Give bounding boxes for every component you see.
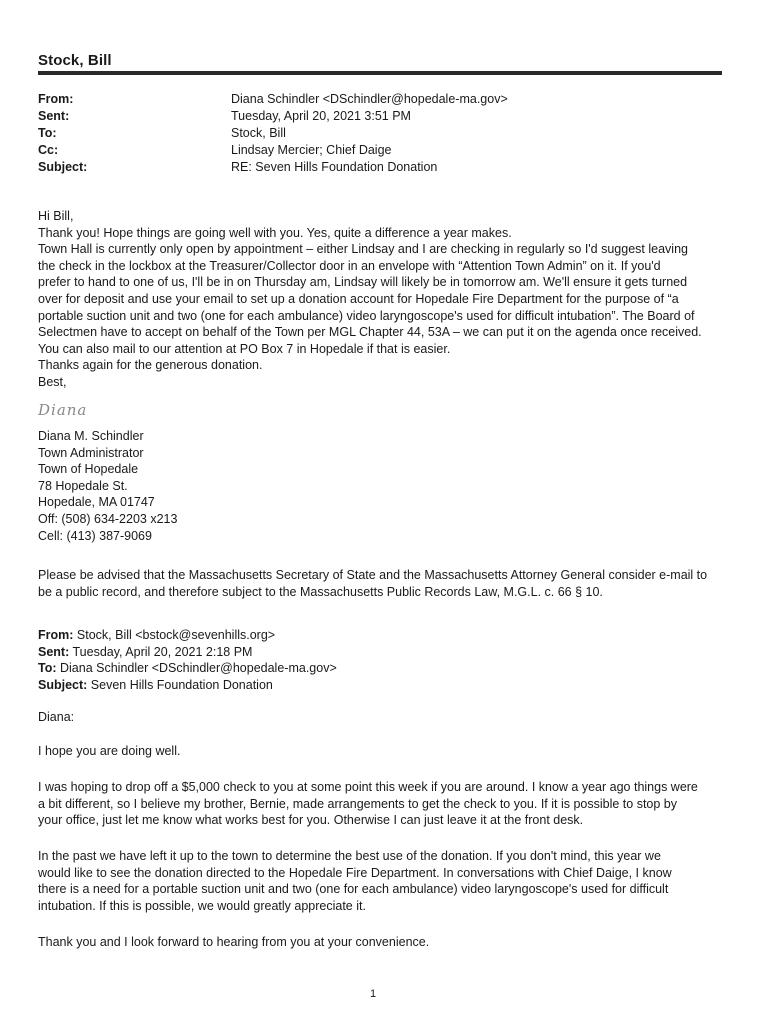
reply-line: Best, [38,374,67,389]
reply-line: You can also mail to our attention at PO Box 7 in Hopedale if that is easier. [38,341,451,356]
original-from-value: Stock, Bill <bstock@sevenhills.org> [76,628,276,642]
page-number: 1 [370,988,377,1000]
header-divider [38,71,722,75]
original-salutation: Diana: [38,710,75,724]
paragraph-line: would like to see the donation directed to the Hopedale Fire Department. In conversations with Chief Daige, I know [38,865,672,880]
reply-line: Town Hall is currently only open by appointment – either Lindsay and I are checking in regularly so I'd suggest leaving [38,242,688,257]
meta-from-label: From: [38,92,74,106]
paragraph-line: In the past we have left it up to the town to determine the best use of the donation. If you don't mind, this year we [38,849,661,863]
reply-line: portable suction unit and two (one for each ambulance) video laryngoscope's used for difficult intubation”. The Board of [38,308,695,323]
original-to-label: To: [38,661,57,676]
reply-line: Selectmen have to accept on behalf of the Town per MGL Chapter 44, 53A – we can put it on the agenda once received. [38,325,702,340]
handwritten-signature: Diana [38,401,88,419]
original-subject-line [38,677,722,694]
reply-line: the check in the lockbox at the Treasurer/Collector door in an envelope with “Attention Town Admin” on it. If you'd [38,258,661,273]
original-sent-line [38,644,722,661]
meta-subject-label: Subject: [38,160,88,174]
reply-body [38,208,722,391]
reply-line: over for deposit and use your email to set up a donation account for Hopedale Fire Department for the purpose of “a [38,291,679,306]
mailbox-owner-name: Stock, Bill [38,52,112,69]
public-records-disclaimer [38,567,722,600]
meta-subject-value: RE: Seven Hills Foundation Donation [231,160,438,174]
original-subject-label: Subject: [38,677,88,692]
reply-line: Thank you! Hope things are going well with you. Yes, quite a difference a year makes. [38,225,512,240]
signature-line: Cell: (413) 387-9069 [38,528,152,543]
paragraph-line: I was hoping to drop off a $5,000 check to you at some point this week if you are around. I know a year ago things were [38,780,698,794]
original-subject-value: Seven Hills Foundation Donation [90,677,273,692]
signature-line: 78 Hopedale St. [38,478,128,493]
meta-cc-value: Lindsay Mercier; Chief Daige [231,143,392,157]
meta-to-value: Stock, Bill [231,126,286,140]
disclaimer-line: be a public record, and therefore subject to the Massachusetts Public Records Law, M.G.L. c. 66 § 10. [38,584,603,599]
original-to-value: Diana Schindler <DSchindler@hopedale-ma.gov> [60,661,337,676]
meta-cc-label: Cc: [38,143,59,157]
meta-sent-value: Tuesday, April 20, 2021 3:51 PM [231,109,411,123]
paragraph-line: there is a need for a portable suction unit and two (one for each ambulance) video laryngoscope's used for difficult [38,882,669,897]
signature-block [38,428,722,544]
signature-line: Diana M. Schindler [38,429,144,443]
reply-line: prefer to hand to one of us, I'll be in on Thursday am, Lindsay will likely be in tomorrow am. We'll ensure it gets turned [38,275,688,290]
original-from-label: From: [38,628,74,642]
original-sent-value: Tuesday, April 20, 2021 2:18 PM [72,644,253,659]
reply-line: Thanks again for the generous donation. [38,358,263,373]
signature-line: Off: (508) 634-2203 x213 [38,511,178,526]
paragraph-line: intubation. If this is possible, we would greatly appreciate it. [38,898,366,913]
original-paragraph-2 [38,779,722,829]
original-message-header [38,627,722,693]
original-paragraph-1: I hope you are doing well. [38,744,181,758]
signature-line: Town of Hopedale [38,462,139,477]
original-closing: Thank you and I look forward to hearing from you at your convenience. [38,935,430,949]
reply-greeting: Hi Bill, [38,209,74,223]
paragraph-line: your office, just let me know what works best for you. Otherwise I can just leave it at the front desk. [38,813,584,828]
meta-sent-label: Sent: [38,109,70,123]
original-from-line [38,627,722,644]
original-sent-label: Sent: [38,644,70,659]
disclaimer-line: Please be advised that the Massachusetts Secretary of State and the Massachusetts Attorney General consider e-mail to [38,568,708,582]
meta-from-value: Diana Schindler <DSchindler@hopedale-ma.gov> [231,92,508,106]
signature-line: Town Administrator [38,445,144,460]
original-paragraph-3 [38,848,722,914]
meta-to-label: To: [38,126,57,140]
paragraph-line: a bit different, so I believe my brother, Bernie, made arrangements to get the check to you. If it is possible to stop by [38,796,678,811]
original-to-line [38,660,722,677]
signature-line: Hopedale, MA 01747 [38,495,155,510]
